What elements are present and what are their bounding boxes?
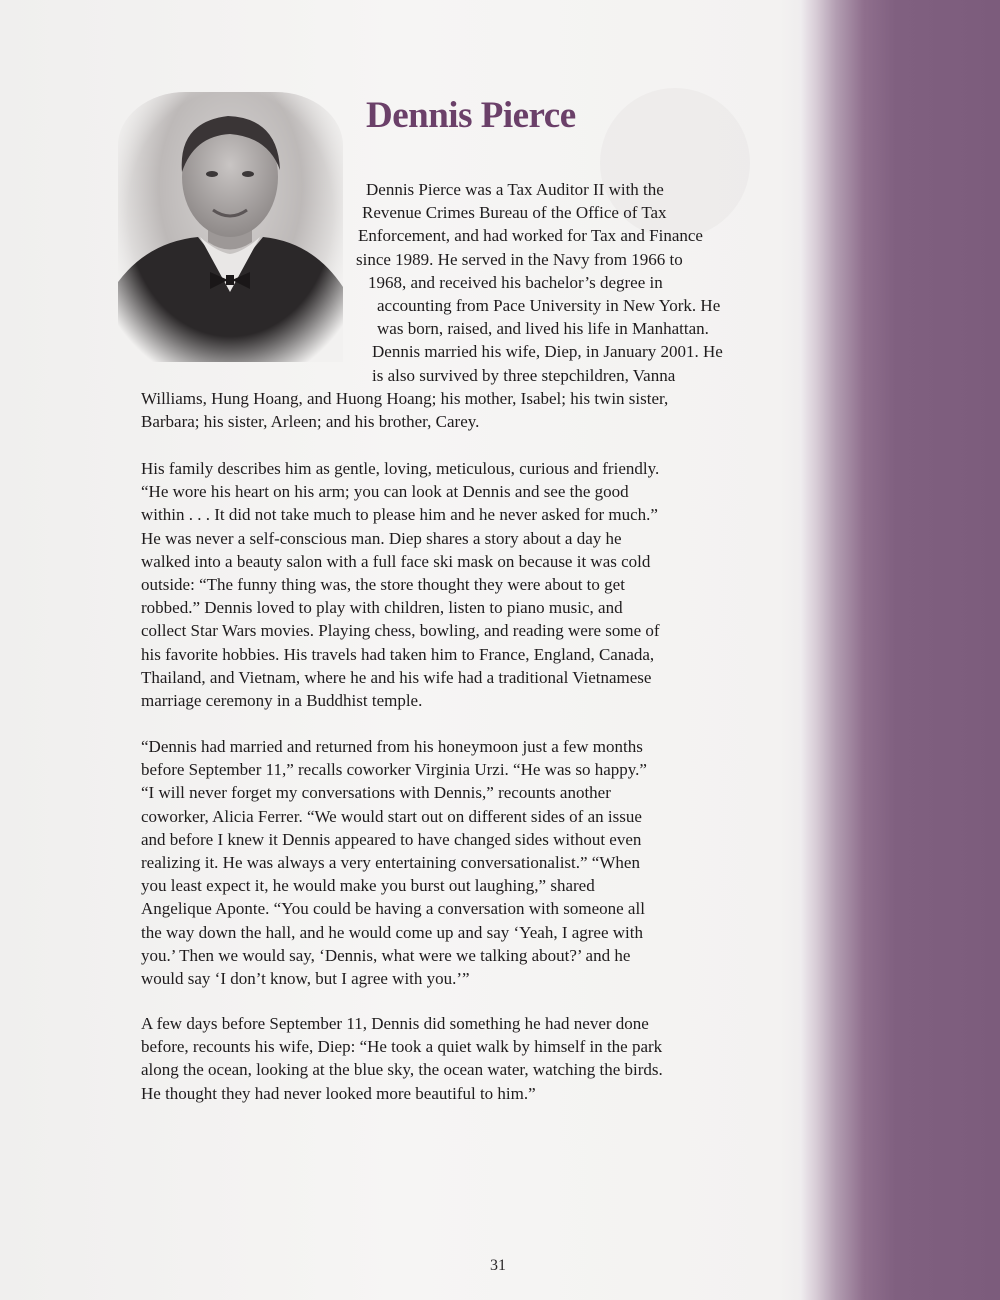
text-line: collect Star Wars movies. Playing chess, bowling, and reading were some of xyxy=(141,621,660,641)
text-line: Barbara; his sister, Arleen; and his brother, Carey. xyxy=(141,412,480,432)
intro-paragraph xyxy=(0,178,800,433)
text-line: walked into a beauty salon with a full face ski mask on because it was cold xyxy=(141,551,651,571)
text-line: along the ocean, looking at the blue sky, the ocean water, watching the birds. xyxy=(141,1060,663,1080)
text-line: since 1989. He served in the Navy from 1966 to xyxy=(356,249,683,269)
text-line: before September 11,” recalls coworker Virginia Urzi. “He was so happy.” xyxy=(141,760,647,780)
text-line: is also survived by three stepchildren, Vanna xyxy=(372,365,676,385)
text-line: was born, raised, and lived his life in Manhattan. xyxy=(377,319,709,339)
text-line: robbed.” Dennis loved to play with children, listen to piano music, and xyxy=(141,598,623,618)
text-line: Angelique Aponte. “You could be having a conversation with someone all xyxy=(141,899,645,919)
text-line: his favorite hobbies. His travels had taken him to France, England, Canada, xyxy=(141,644,655,664)
text-line: He thought they had never looked more beautiful to him.” xyxy=(141,1083,536,1103)
text-line: marriage ceremony in a Buddhist temple. xyxy=(141,691,423,711)
text-line: within . . . It did not take much to please him and he never asked for much.” xyxy=(141,505,658,525)
text-line: Dennis married his wife, Diep, in January 2001. He xyxy=(372,342,723,362)
page-title: Dennis Pierce xyxy=(366,95,576,136)
text-line: and before I knew it Dennis appeared to have changed sides without even xyxy=(141,829,642,849)
text-line: Thailand, and Vietnam, where he and his wife had a traditional Vietnamese xyxy=(141,667,652,687)
text-line: accounting from Pace University in New York. He xyxy=(377,296,721,316)
text-line: Dennis Pierce was a Tax Auditor II with the xyxy=(366,180,664,199)
text-line: the way down the hall, and he would come up and say ‘Yeah, I agree with xyxy=(141,922,643,942)
text-line: 1968, and received his bachelor’s degree in xyxy=(368,272,663,292)
text-line: you.’ Then we would say, ‘Dennis, what were we talking about?’ and he xyxy=(141,945,631,965)
text-line: A few days before September 11, Dennis did something he had never done xyxy=(141,1014,649,1033)
text-line: realizing it. He was always a very entertaining conversationalist.” “When xyxy=(141,853,640,873)
text-line: before, recounts his wife, Diep: “He took a quiet walk by himself in the park xyxy=(141,1037,663,1057)
text-line: He was never a self-conscious man. Diep shares a story about a day he xyxy=(141,528,622,548)
text-line: outside: “The funny thing was, the store thought they were about to get xyxy=(141,575,625,595)
family-paragraph xyxy=(141,457,660,712)
text-line: you least expect it, he would make you burst out laughing,” shared xyxy=(141,876,595,896)
final-paragraph xyxy=(141,1012,663,1105)
text-line: His family describes him as gentle, loving, meticulous, curious and friendly. xyxy=(141,459,660,478)
purple-side-band xyxy=(800,0,1000,1300)
text-line: “He wore his heart on his arm; you can look at Dennis and see the good xyxy=(141,482,629,502)
text-line: “I will never forget my conversations with Dennis,” recounts another xyxy=(141,783,611,803)
text-line: Revenue Crimes Bureau of the Office of Tax xyxy=(362,203,667,223)
coworkers-paragraph xyxy=(141,735,647,990)
text-line: “Dennis had married and returned from his honeymoon just a few months xyxy=(141,737,643,756)
text-line: Williams, Hung Hoang, and Huong Hoang; his mother, Isabel; his twin sister, xyxy=(141,388,669,408)
page-number: 31 xyxy=(490,1257,506,1274)
text-line: would say ‘I don’t know, but I agree with you.’” xyxy=(141,969,470,989)
text-line: Enforcement, and had worked for Tax and Finance xyxy=(358,226,703,246)
text-line: coworker, Alicia Ferrer. “We would start out on different sides of an issue xyxy=(141,806,642,826)
